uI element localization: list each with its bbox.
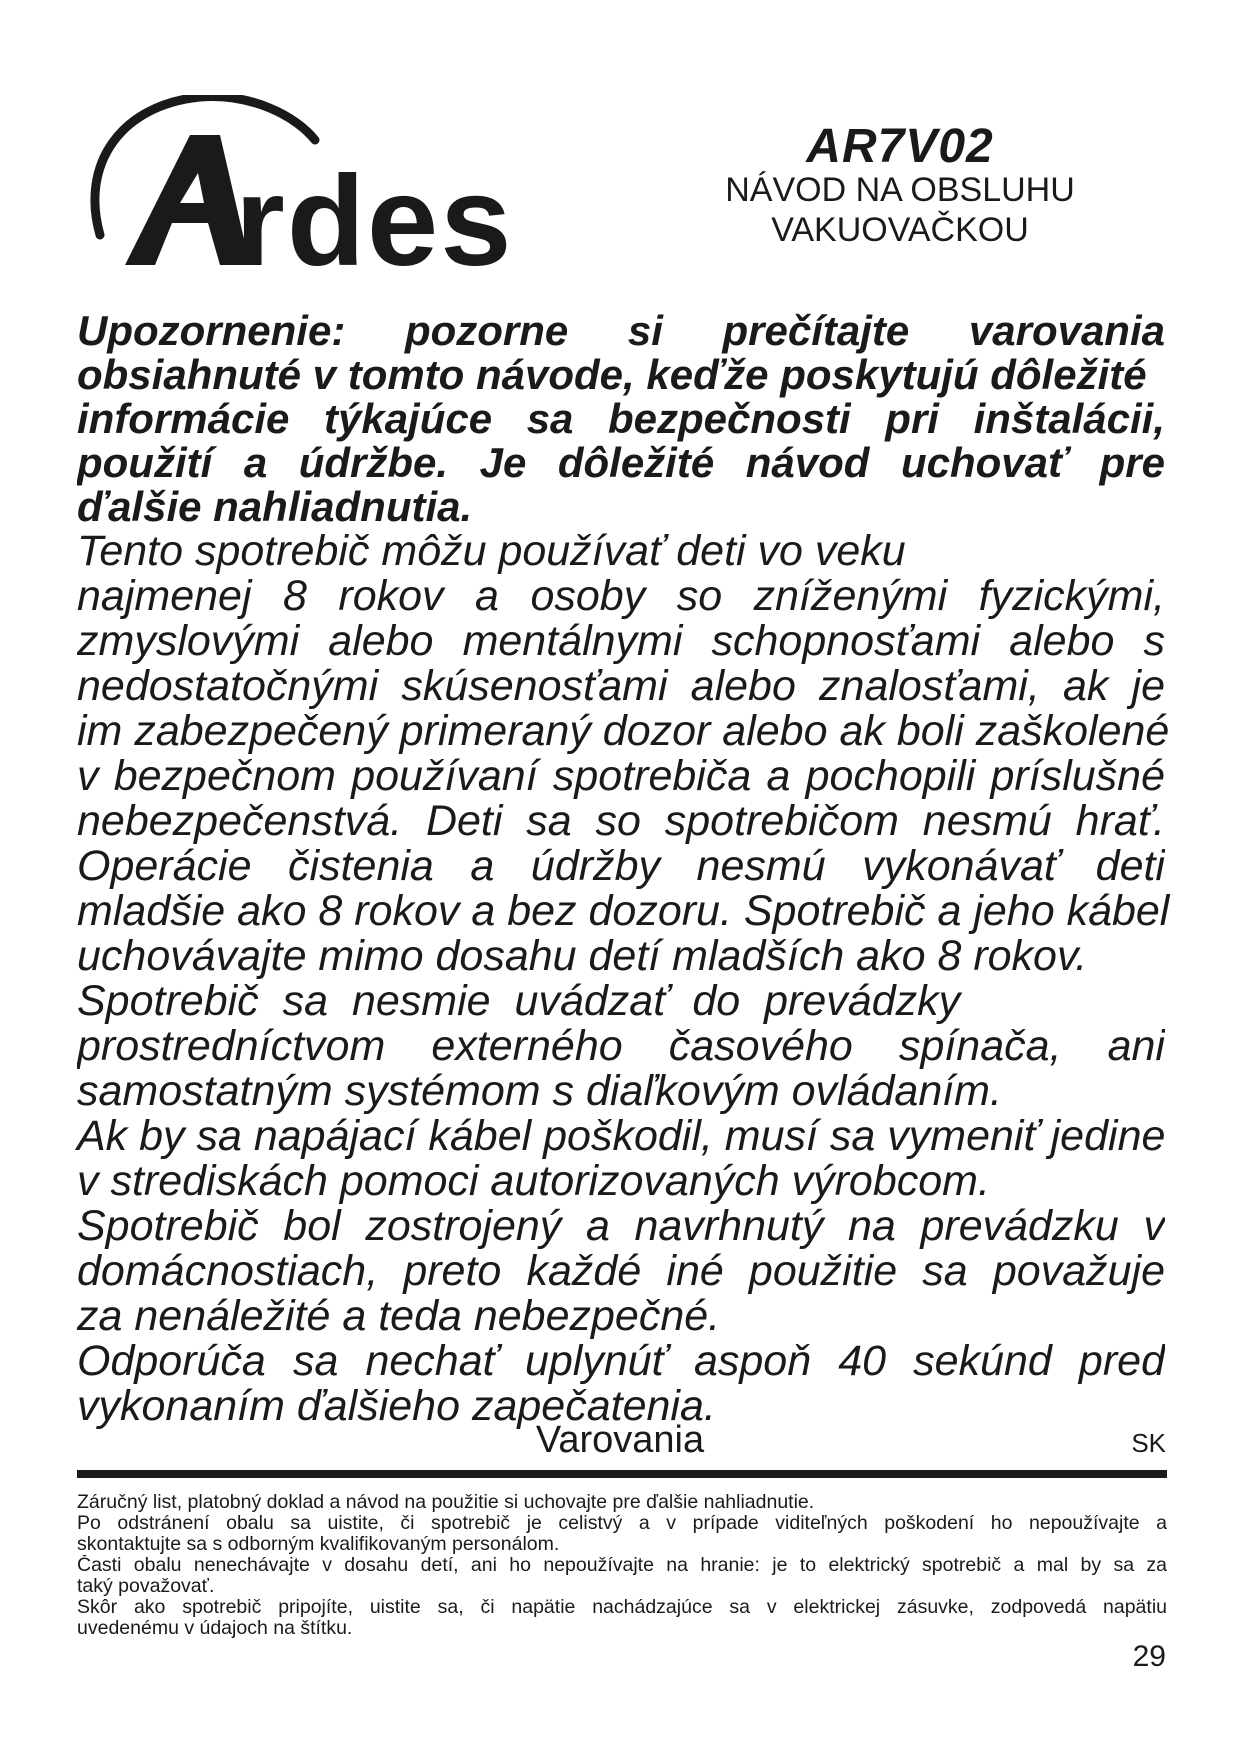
body-line: vykonaním ďalšieho zapečatenia. — [77, 1382, 716, 1430]
footer-line: Skôr ako spotrebič pripojíte, uistite sa, či napätie nachádzajúce sa v elektrickej zásuvke, zodpovedá napätiu — [77, 1597, 1167, 1618]
body-line: Tento spotrebič môžu používať deti vo veku — [77, 527, 906, 575]
section-divider — [77, 1470, 1167, 1478]
body-line: v strediskách pomoci autorizovaných výrobcom. — [77, 1157, 990, 1205]
warning-line: Upozornenie: pozorne si prečítajte varovania — [77, 308, 1165, 354]
warning-line: obsiahnuté v tomto návode, keďže poskytujú dôležité — [77, 351, 1147, 398]
footer-line: uvedenému v údajoch na štítku. — [77, 1617, 353, 1639]
body-line: prostredníctvom externého časového spínača, ani — [77, 1023, 1165, 1069]
body-line: v bezpečnom používaní spotrebiča a pochopili príslušné — [77, 753, 1165, 799]
footer-line: Časti obalu nenechávajte v dosahu detí, ani ho nepoužívajte na hranie: je to elektrický spotrebič a mal by sa za — [77, 1555, 1167, 1576]
ardes-logo — [80, 95, 550, 295]
page-number: 29 — [1132, 1640, 1166, 1673]
body-line: uchovávajte mimo dosahu detí mladších ako 8 rokov. — [77, 932, 1088, 980]
warning-line: informácie týkajúce sa bezpečnosti pri inštalácii, — [77, 396, 1165, 442]
manual-title: NÁVOD NA OBSLUHU — [725, 171, 1075, 209]
language-code: SK — [1131, 1428, 1166, 1458]
warning-line: ďalšie nahliadnutia. — [77, 483, 473, 530]
body-line: Spotrebič bol zostrojený a navrhnutý na prevádzku v — [77, 1203, 1165, 1249]
footer-line: taký považovať. — [77, 1575, 215, 1597]
footer-line: Po odstránení obalu sa uistite, či spotrebič je celistvý a v prípade viditeľných poškodení ho nepoužívajte a — [77, 1513, 1167, 1534]
body-line: zmyslovými alebo mentálnymi schopnosťami alebo s — [77, 618, 1165, 664]
model-number: AR7V02 — [806, 120, 994, 173]
svg-text:rdes: rdes — [235, 150, 514, 293]
body-line: domácnostiach, preto každé iné použitie sa považuje — [77, 1248, 1165, 1294]
product-type: VAKUOVAČKOU — [771, 211, 1029, 249]
warning-line: použití a údržbe. Je dôležité návod uchovať pre — [77, 440, 1165, 486]
footer-line: skontaktujte sa s odborným kvalifikovaným personálom. — [77, 1533, 560, 1555]
body-line: im zabezpečený primeraný dozor alebo ak boli zaškolené — [77, 707, 1170, 755]
section-title: Varovania — [535, 1419, 705, 1461]
footer-line: Záručný list, platobný doklad a návod na použitie si uchovajte pre ďalšie nahliadnutie. — [77, 1491, 815, 1513]
body-line: Spotrebič sa nesmie uvádzať do prevádzky — [77, 977, 961, 1025]
body-line: Operácie čistenia a údržby nesmú vykonávať deti — [77, 843, 1165, 889]
body-line: najmenej 8 rokov a osoby so zníženými fyzickými, — [77, 573, 1165, 619]
body-line: za nenáležité a teda nebezpečné. — [77, 1292, 721, 1340]
body-line: mladšie ako 8 rokov a bez dozoru. Spotrebič a jeho kábel — [77, 887, 1170, 935]
body-line: samostatným systémom s diaľkovým ovládaním. — [77, 1067, 1002, 1115]
body-line: nebezpečenstvá. Deti sa so spotrebičom nesmú hrať. — [77, 798, 1165, 844]
body-line: Odporúča sa nechať uplynúť aspoň 40 sekúnd pred — [77, 1338, 1165, 1384]
body-line: Ak by sa napájací kábel poškodil, musí sa vymeniť jedine — [77, 1112, 1166, 1160]
body-line: nedostatočnými skúsenosťami alebo znalosťami, ak je — [77, 663, 1165, 709]
